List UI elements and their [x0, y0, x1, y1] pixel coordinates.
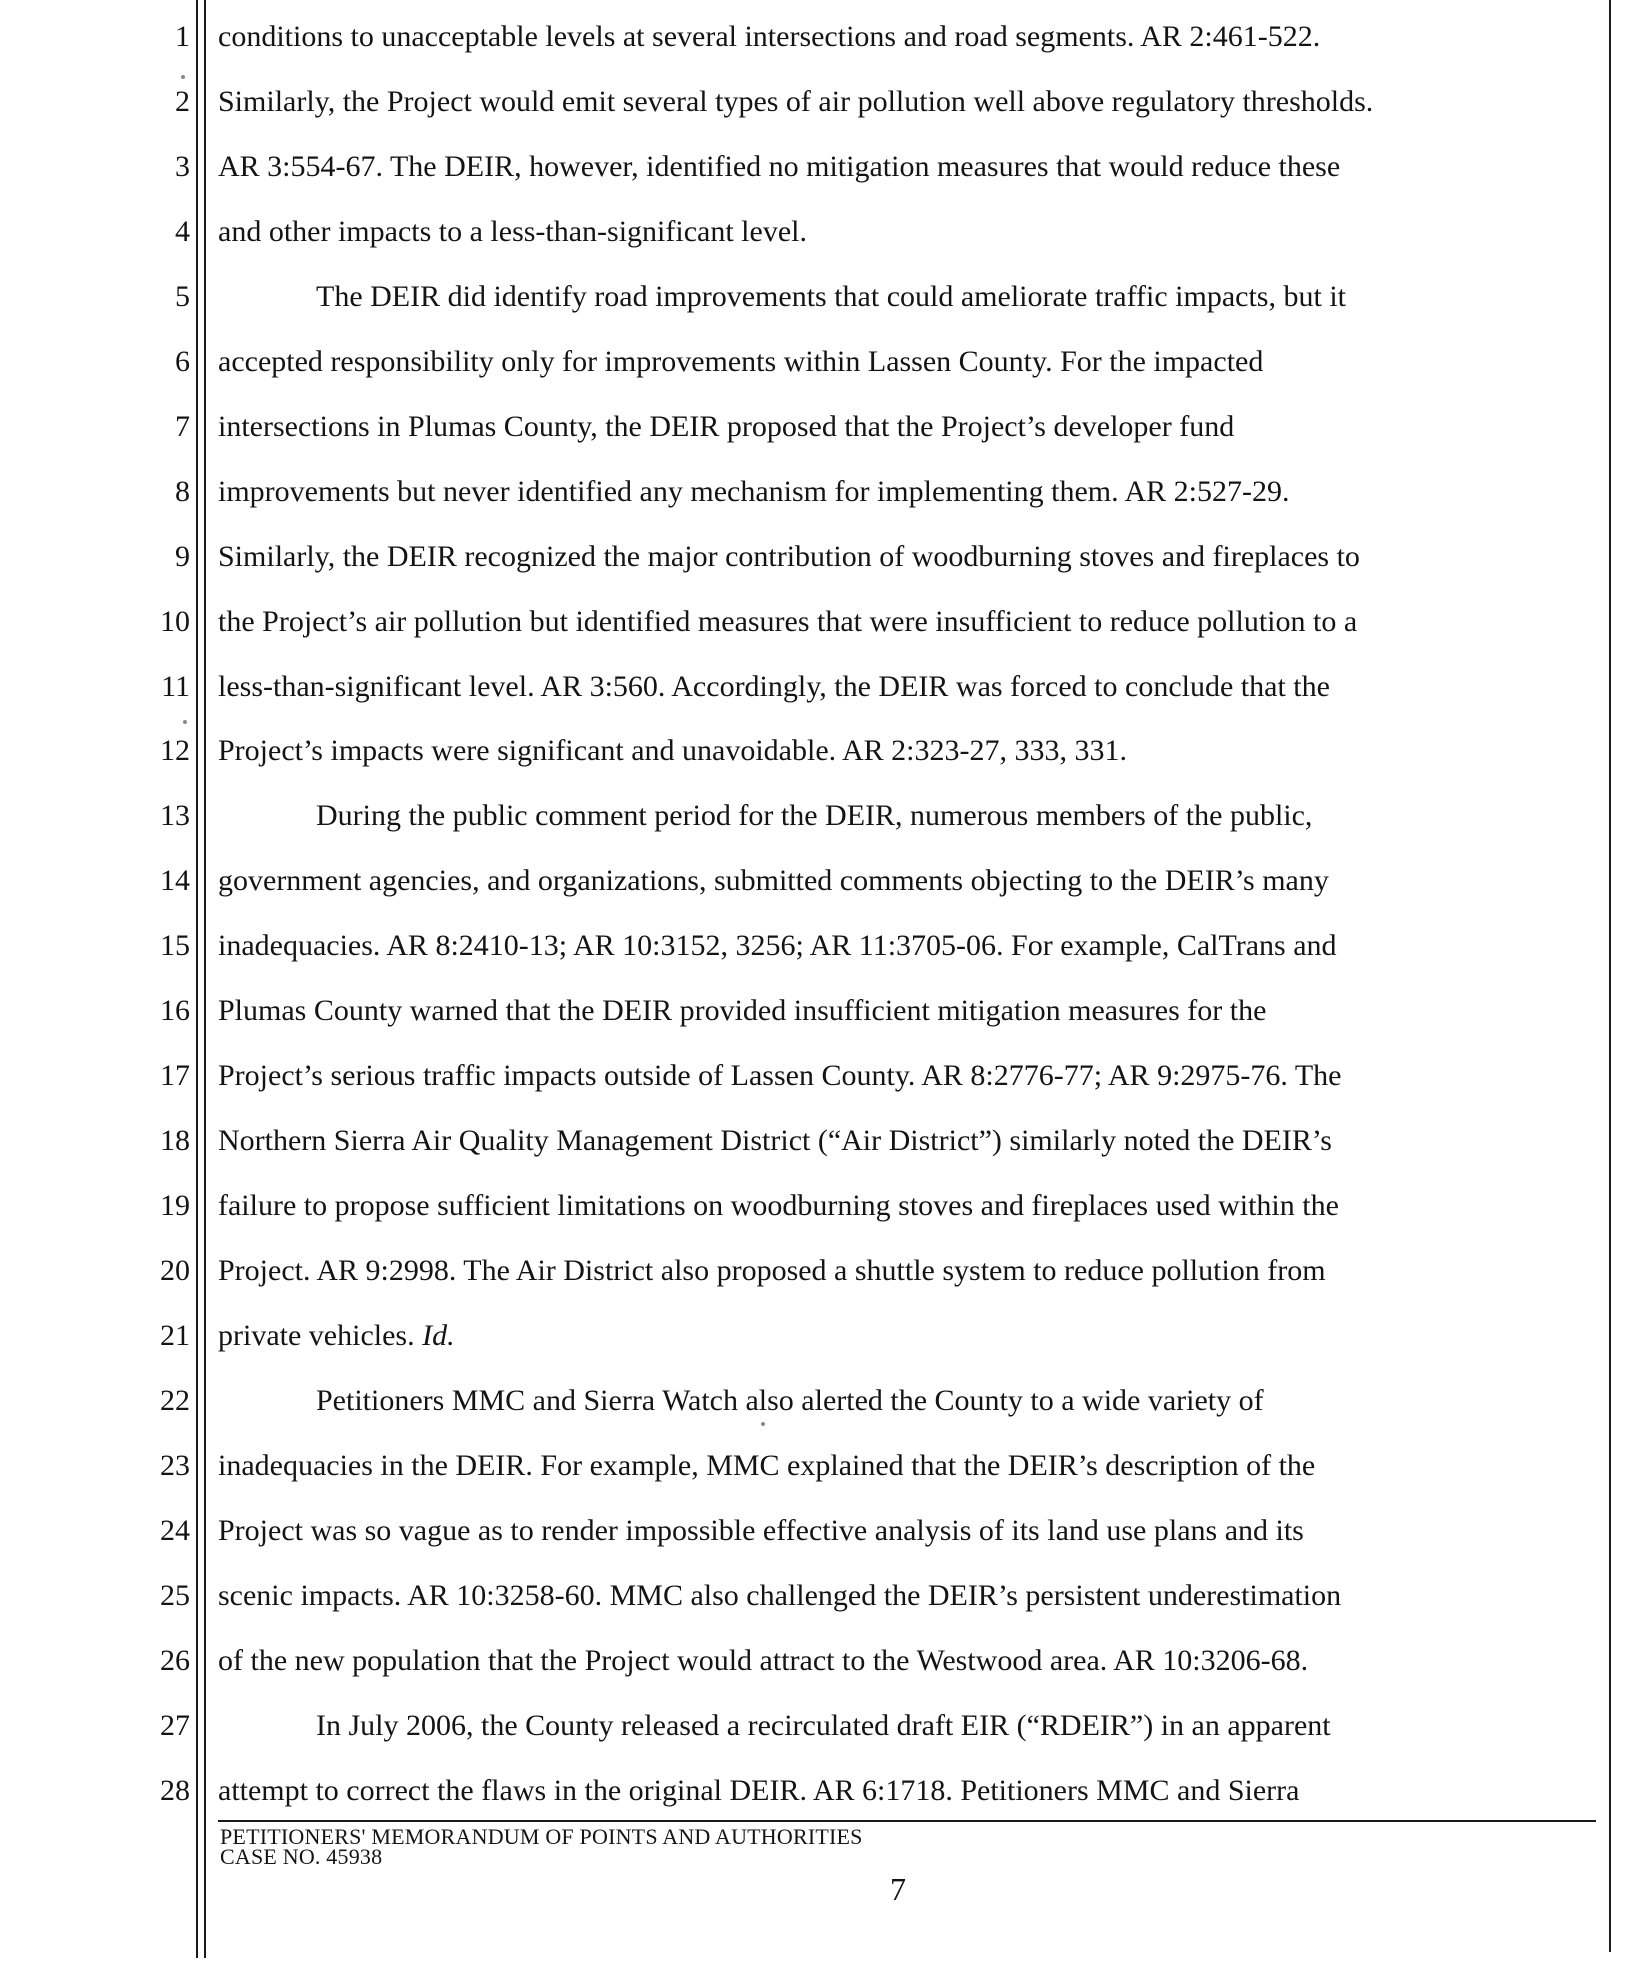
line-number: 23 — [160, 1449, 190, 1482]
line-number: 4 — [175, 215, 190, 248]
line-text: scenic impacts. AR 10:3258-60. MMC also challenged the DEIR’s persistent underestimation — [218, 1579, 1342, 1612]
line-text: Petitioners MMC and Sierra Watch also alerted the County to a wide variety of — [316, 1384, 1264, 1417]
line-number: 2 — [175, 85, 190, 118]
body-text-line — [218, 1254, 1576, 1288]
left-margin-rule-inner — [204, 0, 206, 1958]
line-number: 20 — [160, 1254, 190, 1287]
left-margin-rule-outer — [196, 0, 198, 1958]
line-number: 22 — [160, 1384, 190, 1417]
body-text-line — [218, 20, 1576, 54]
line-text: During the public comment period for the DEIR, numerous members of the public, — [316, 799, 1313, 832]
body-text-line — [218, 215, 1576, 249]
line-text: AR 3:554-67. The DEIR, however, identified no mitigation measures that would reduce these — [218, 150, 1341, 183]
line-text: Northern Sierra Air Quality Management District (“Air District”) similarly noted the DEIR’s — [218, 1124, 1332, 1157]
line-text: inadequacies in the DEIR. For example, MMC explained that the DEIR’s description of the — [218, 1449, 1316, 1482]
line-number: 11 — [161, 670, 190, 703]
body-text-line — [218, 929, 1576, 963]
body-text-line — [218, 1124, 1576, 1158]
line-number: 12 — [160, 734, 190, 767]
line-text: Project. AR 9:2998. The Air District also proposed a shuttle system to reduce pollution from — [218, 1254, 1326, 1287]
line-text: accepted responsibility only for improvements within Lassen County. For the impacted — [218, 345, 1264, 378]
line-text: attempt to correct the flaws in the original DEIR. AR 6:1718. Petitioners MMC and Sierra — [218, 1774, 1300, 1807]
line-text: Plumas County warned that the DEIR provided insufficient mitigation measures for the — [218, 994, 1267, 1027]
line-number: 14 — [160, 864, 190, 897]
body-text-line — [218, 1644, 1576, 1678]
right-margin-rule — [1609, 0, 1611, 1952]
line-text: private vehicles. — [218, 1319, 415, 1352]
line-text: and other impacts to a less-than-significant level. — [218, 215, 807, 248]
scan-speck — [183, 720, 187, 724]
line-number: 18 — [160, 1124, 190, 1157]
line-text: Similarly, the Project would emit several types of air pollution well above regulatory thresholds. — [218, 85, 1374, 118]
body-text-line — [218, 605, 1576, 639]
line-number: 24 — [160, 1514, 190, 1547]
body-text-line — [218, 864, 1576, 898]
line-number: 5 — [175, 280, 190, 313]
body-text-line — [218, 540, 1576, 574]
line-number: 15 — [160, 929, 190, 962]
line-number: 10 — [160, 605, 190, 638]
body-text-line — [218, 1319, 1576, 1353]
body-text-line — [218, 799, 1576, 833]
line-text: failure to propose sufficient limitations on woodburning stoves and fireplaces used within the — [218, 1189, 1339, 1222]
line-number: 1 — [175, 20, 190, 53]
scan-speck — [181, 75, 185, 79]
line-text: Project’s serious traffic impacts outside of Lassen County. AR 8:2776-77; AR 9:2975-76. The — [218, 1059, 1342, 1092]
line-text: Project’s impacts were significant and unavoidable. AR 2:323-27, 333, 331. — [218, 734, 1127, 767]
line-text: Similarly, the DEIR recognized the major contribution of woodburning stoves and fireplaces to — [218, 540, 1360, 573]
line-number: 8 — [175, 475, 190, 508]
body-text-line — [218, 345, 1576, 379]
line-number: 19 — [160, 1189, 190, 1222]
body-text-line — [218, 1579, 1576, 1613]
footer-case-number: CASE NO. 45938 — [220, 1844, 383, 1869]
line-text: intersections in Plumas County, the DEIR proposed that the Project’s developer fund — [218, 410, 1235, 443]
line-number: 6 — [175, 345, 190, 378]
body-text-line — [218, 1059, 1576, 1093]
body-text-line — [218, 85, 1576, 119]
line-number: 7 — [175, 410, 190, 443]
line-text: In July 2006, the County released a recirculated draft EIR (“RDEIR”) in an apparent — [316, 1709, 1331, 1742]
line-text: less-than-significant level. AR 3:560. Accordingly, the DEIR was forced to conclude that the — [218, 670, 1330, 703]
line-text: improvements but never identified any mechanism for implementing them. AR 2:527-29. — [218, 475, 1290, 508]
line-text: the Project’s air pollution but identified measures that were insufficient to reduce pollution to a — [218, 605, 1358, 638]
line-number: 17 — [160, 1059, 190, 1092]
line-number: 27 — [160, 1709, 190, 1742]
body-text-line — [218, 994, 1576, 1028]
body-text-line — [218, 410, 1576, 444]
body-text-line — [218, 1449, 1576, 1483]
footer-title: PETITIONERS' MEMORANDUM OF POINTS AND AUTHORITIES — [220, 1824, 863, 1849]
line-text: The DEIR did identify road improvements that could ameliorate traffic impacts, but it — [316, 280, 1346, 313]
scan-speck — [761, 1422, 765, 1426]
line-number: 16 — [160, 994, 190, 1027]
citation-id: Id. — [422, 1319, 455, 1352]
body-text-line — [218, 670, 1576, 704]
line-number: 3 — [175, 150, 190, 183]
line-number: 25 — [160, 1579, 190, 1612]
body-text-line — [218, 475, 1576, 509]
line-number: 21 — [160, 1319, 190, 1352]
line-number: 13 — [160, 799, 190, 832]
line-number: 9 — [175, 540, 190, 573]
page-number: 7 — [890, 1871, 906, 1907]
footer-rule — [218, 1820, 1596, 1822]
line-text: Project was so vague as to render impossible effective analysis of its land use plans and its — [218, 1514, 1304, 1547]
line-text: inadequacies. AR 8:2410-13; AR 10:3152, 3256; AR 11:3705-06. For example, CalTrans and — [218, 929, 1337, 962]
body-text-line — [218, 1514, 1576, 1548]
body-text-line — [218, 1384, 1576, 1418]
line-text: government agencies, and organizations, submitted comments objecting to the DEIR’s many — [218, 864, 1329, 897]
body-text-line — [218, 1774, 1576, 1808]
body-text-line — [218, 734, 1576, 768]
line-text: of the new population that the Project would attract to the Westwood area. AR 10:3206-68. — [218, 1644, 1309, 1677]
body-text-line — [218, 150, 1576, 184]
line-number: 28 — [160, 1774, 190, 1807]
body-text-line — [218, 280, 1576, 314]
body-text-line — [218, 1709, 1576, 1743]
line-number: 26 — [160, 1644, 190, 1677]
line-text: conditions to unacceptable levels at several intersections and road segments. AR 2:461-522. — [218, 20, 1321, 53]
body-text-line — [218, 1189, 1576, 1223]
